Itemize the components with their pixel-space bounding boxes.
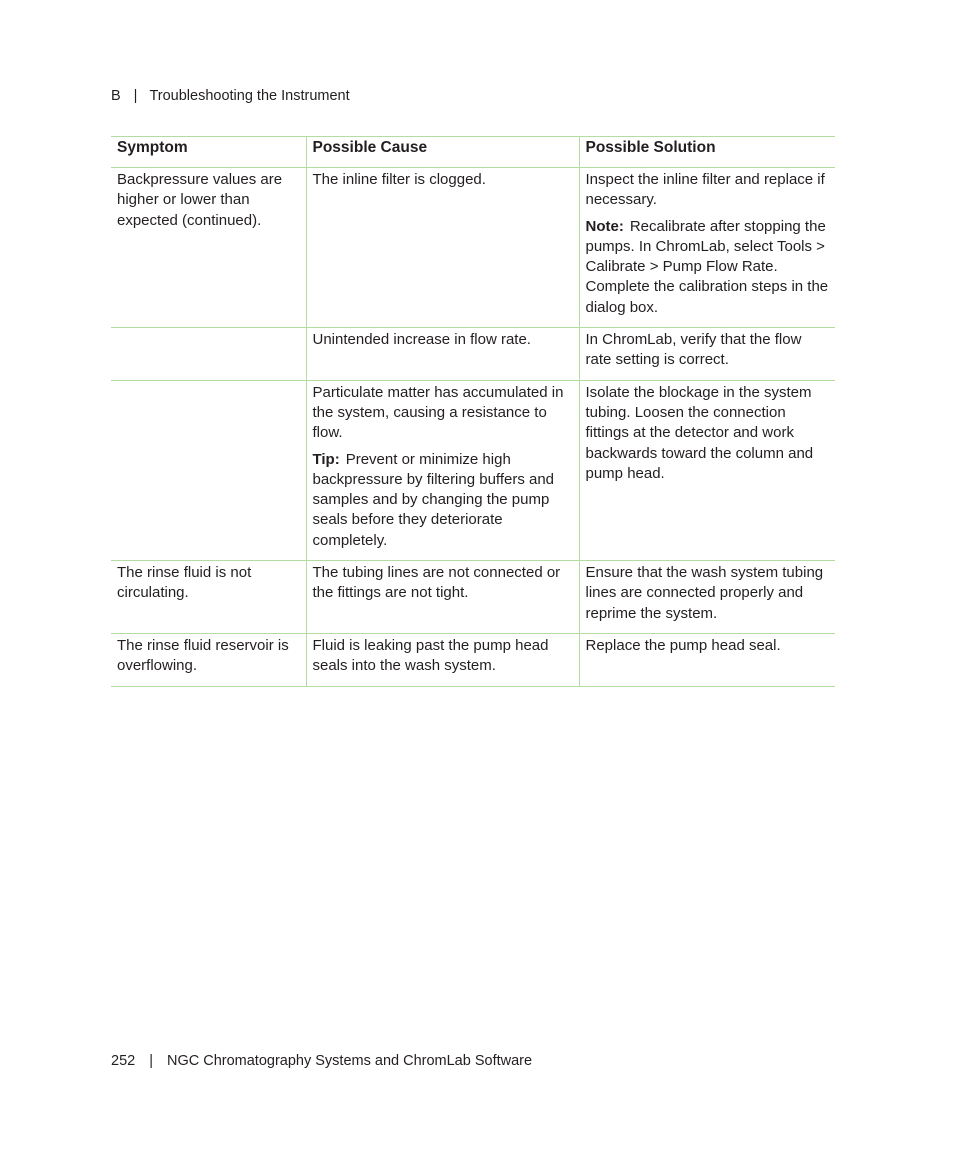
solution-cell bbox=[579, 633, 835, 686]
symptom-cell bbox=[111, 633, 306, 686]
symptom-cell bbox=[111, 561, 306, 634]
symptom-cell bbox=[111, 328, 306, 381]
section-letter: B bbox=[111, 88, 121, 104]
cause-cell bbox=[306, 168, 579, 328]
cause-cell bbox=[306, 633, 579, 686]
cause-text: Unintended increase in flow rate. bbox=[312, 331, 531, 349]
solution-cell bbox=[579, 380, 835, 560]
solution-text: Isolate the blockage in the system tubing. Loosen the connection fittings at the detector and work backwards toward the column and pump head. bbox=[585, 383, 814, 482]
table-row bbox=[111, 633, 835, 686]
header-separator: | bbox=[133, 88, 138, 104]
solution-text: Replace the pump head seal. bbox=[585, 636, 781, 654]
table-row bbox=[111, 168, 835, 328]
solution-text: Ensure that the wash system tubing lines are connected properly and reprime the system. bbox=[585, 564, 824, 622]
symptom-text: The rinse fluid is not circulating. bbox=[117, 564, 252, 602]
column-header-symptom: Symptom bbox=[111, 137, 306, 168]
cause-text: The tubing lines are not connected or the fittings are not tight. bbox=[312, 564, 561, 602]
symptom-text: The rinse fluid reservoir is overflowing. bbox=[117, 636, 289, 675]
cause-cell bbox=[306, 328, 579, 381]
cause-text: Fluid is leaking past the pump head seals into the wash system. bbox=[312, 636, 549, 675]
solution-cell bbox=[579, 328, 835, 381]
cause-cell bbox=[306, 561, 579, 634]
note-label: Note: bbox=[585, 217, 624, 235]
cause-text: Particulate matter has accumulated in the system, causing a resistance to flow. bbox=[312, 383, 564, 442]
symptom-cell bbox=[111, 380, 306, 560]
solution-cell bbox=[579, 561, 835, 634]
symptom-cell bbox=[111, 168, 306, 328]
symptom-text: Backpressure values are higher or lower than expected (continued). bbox=[117, 171, 283, 229]
solution-cell bbox=[579, 168, 835, 328]
running-footer bbox=[111, 1052, 532, 1070]
book-title: NGC Chromatography Systems and ChromLab Software bbox=[166, 1053, 533, 1069]
cause-cell bbox=[306, 380, 579, 560]
table-header-row bbox=[111, 137, 835, 168]
page-number: 252 bbox=[111, 1053, 136, 1069]
solution-note bbox=[586, 217, 830, 318]
column-header-cause: Possible Cause bbox=[306, 137, 579, 168]
cause-text: The inline filter is clogged. bbox=[312, 171, 486, 188]
troubleshooting-table bbox=[111, 136, 835, 687]
table-row bbox=[111, 380, 835, 560]
table-row bbox=[111, 328, 835, 381]
footer-separator: | bbox=[149, 1053, 153, 1069]
running-header bbox=[111, 87, 350, 105]
solution-text: Inspect the inline filter and replace if necessary. bbox=[585, 171, 825, 209]
tip-label: Tip: bbox=[312, 450, 340, 468]
note-text: Recalibrate after stopping the pumps. In ChromLab, select Tools > Calibrate > Pump Flow Rate. Complete the calibration steps in the dialog box. bbox=[585, 217, 829, 316]
table-row bbox=[111, 561, 835, 634]
cause-tip bbox=[313, 450, 573, 551]
solution-text: In ChromLab, verify that the flow rate setting is correct. bbox=[585, 331, 802, 369]
tip-text: Prevent or minimize high backpressure by filtering buffers and samples and by changing the pump seals before they deteriorate completely. bbox=[312, 450, 555, 549]
column-header-solution: Possible Solution bbox=[579, 137, 835, 168]
section-title: Troubleshooting the Instrument bbox=[149, 88, 350, 104]
